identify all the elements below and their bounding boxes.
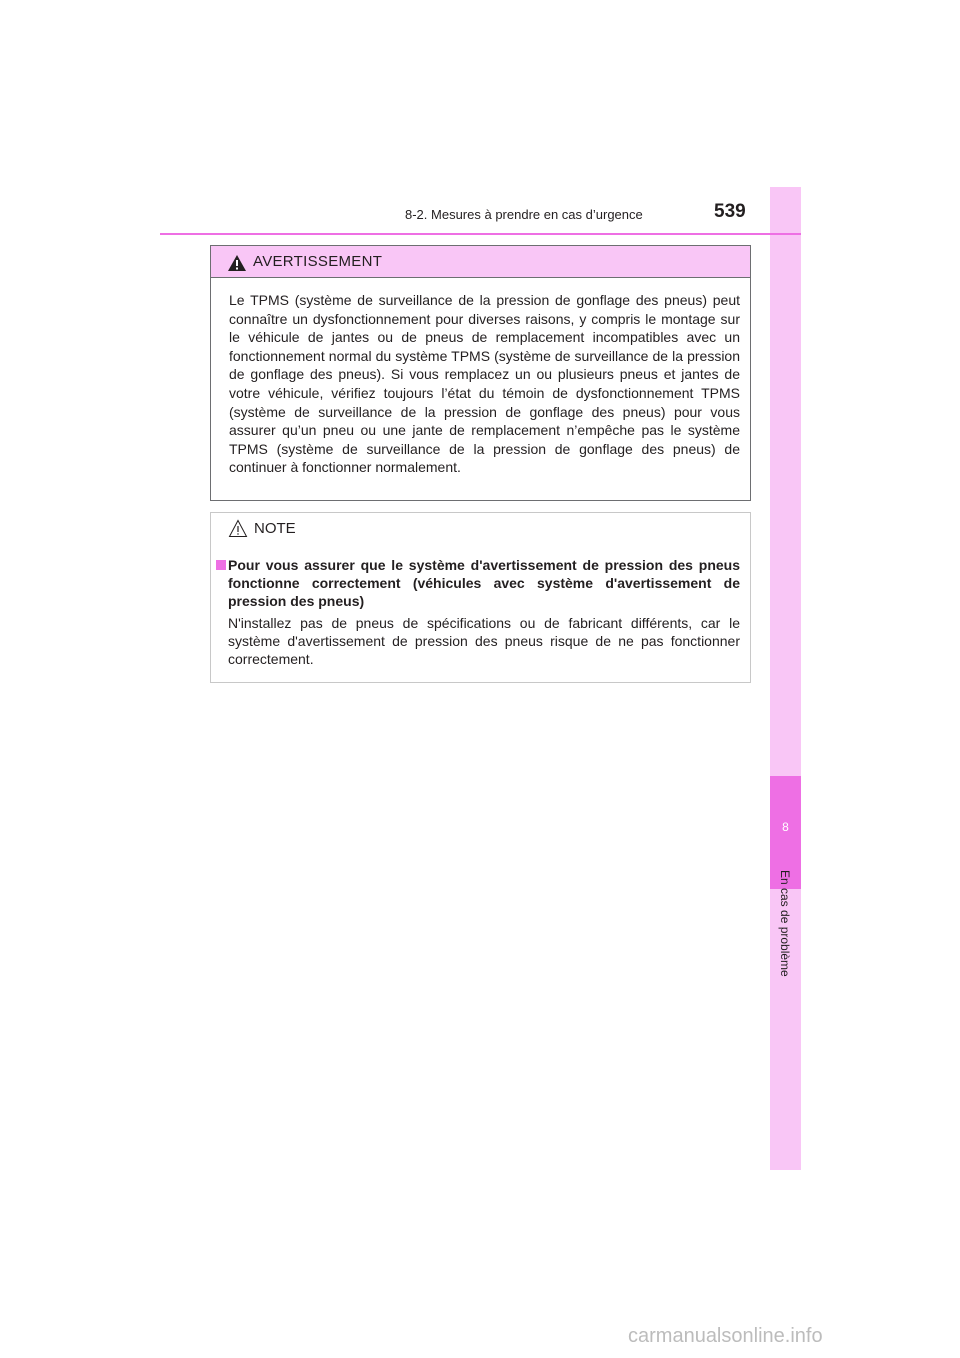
warning-body: Le TPMS (système de surveillance de la pression de gonflage des pneus) peut connaître un dysfonctionnement pour diverses raisons, y compris le montage sur le véhicule de jantes ou de pneus de remplacement incompatibles avec un fonctionnement normal du système TPMS (système de surveillance de la pression de gonflage des pneus). Si vous remplacez un ou plusieurs pneus et jantes de votre véhicule, vérifiez toujours l’état du témoin de dysfonctionnement TPMS (système de surveillance de la pression de gonflage des pneus) pour vous assurer qu’un pneu ou une jante de remplacement n’empêche pas le système TPMS (système de surveillance de la pression de gonflage des pneus) de continuer à fonctionner normalement. bbox=[229, 292, 740, 476]
warning-title: AVERTISSEMENT bbox=[253, 253, 383, 270]
header-section-title: 8-2. Mesures à prendre en cas d’urgence bbox=[405, 207, 643, 222]
side-tab-label-text: En cas de problème bbox=[778, 870, 792, 977]
page-number: 539 bbox=[714, 201, 746, 222]
watermark-text: carmanualsonline.info bbox=[628, 1325, 823, 1347]
note-title: NOTE bbox=[254, 520, 296, 537]
chapter-number: 8 bbox=[782, 820, 789, 834]
note-item-title: Pour vous assurer que le système d'avertissement de pression des pneus fonctionne correctement (véhicules avec système d'avertissement de pression des pneus) bbox=[228, 557, 740, 609]
note-item-text: N'installez pas de pneus de spécifications ou de fabricant différents, car le système d'avertissement de pression des pneus risque de ne pas fonctionner correctement. bbox=[228, 615, 740, 667]
